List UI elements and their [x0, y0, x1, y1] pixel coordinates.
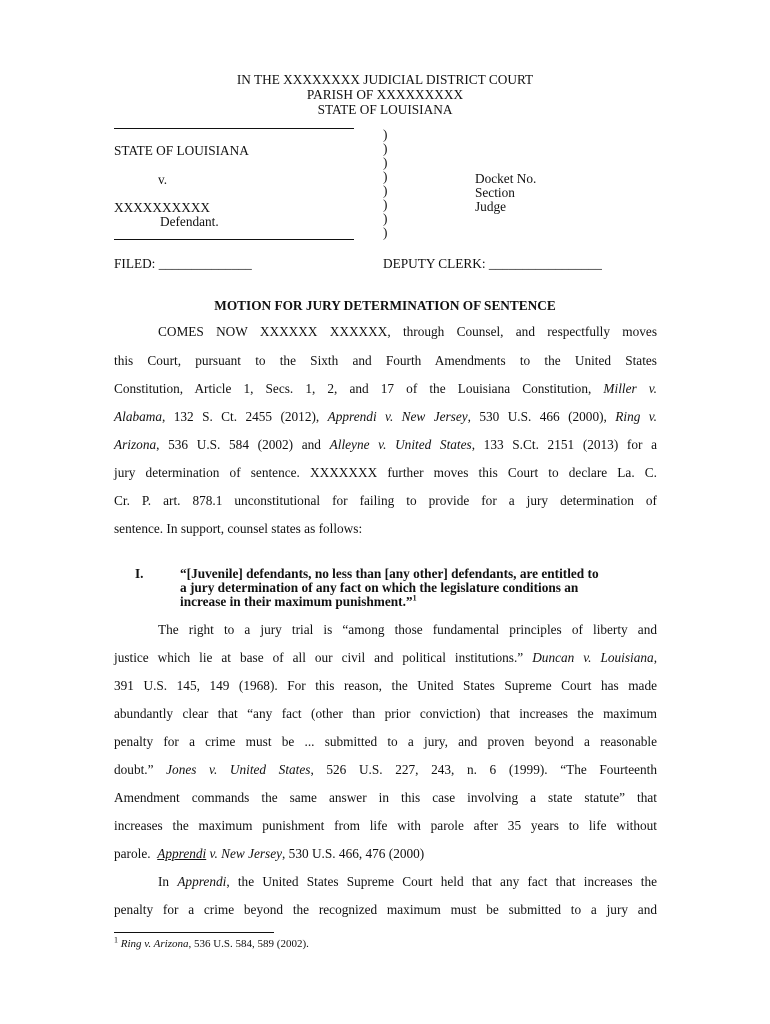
caption-rule-top [114, 128, 354, 129]
body-line: abundantly clear that “any fact (other than prior conviction) that increases the maximum [114, 706, 657, 721]
body-line [114, 650, 657, 666]
body-line [114, 762, 657, 778]
case-citation: Ring v. [615, 409, 658, 424]
section-number: I. [135, 566, 144, 581]
caption-paren: ) [383, 141, 388, 156]
case-citation: v. New Jersey [209, 846, 283, 861]
caption-defendant-label: Defendant. [160, 214, 219, 229]
section-heading-line [180, 594, 417, 610]
body-text: , 526 U.S. 227, 243, n. 6 (1999). “The Fourteenth [310, 762, 658, 777]
intro-line: Cr. P. art. 878.1 unconstitutional for failing to provide for a jury determination of [114, 493, 657, 508]
intro-line: jury determination of sentence. XXXXXXX further moves this Court to declare La. C. [114, 465, 657, 480]
section-heading-line: “[Juvenile] defendants, no less than [any other] defendants, are entitled to [180, 566, 599, 581]
case-citation: Apprendi [177, 874, 227, 889]
body-text: In [158, 874, 170, 889]
intro-text: , 530 U.S. 466 (2000), [467, 409, 607, 424]
docket-label: Docket No. [475, 171, 537, 186]
body-line: Amendment commands the same answer in this case involving a state statute” that [114, 790, 657, 805]
intro-text: , 536 U.S. 584 (2002) and [156, 437, 321, 452]
case-citation: Ring v. Arizona [120, 938, 189, 950]
footnote-marker: 1 [114, 935, 118, 945]
caption-paren: ) [383, 169, 388, 184]
body-line: increases the maximum punishment from life with parole after 35 years to life without [114, 818, 657, 833]
intro-line: COMES NOW XXXXXX XXXXXX, through Counsel, and respectfully moves [158, 324, 657, 339]
case-citation: Jones v. United States [166, 762, 311, 777]
caption-paren: ) [383, 211, 388, 226]
case-citation: Apprendi v. New Jersey [327, 409, 468, 424]
body-text: , the United States Supreme Court held that any fact that increases the [226, 874, 657, 889]
body-text: doubt.” [114, 762, 154, 777]
intro-text: , 133 S.Ct. 2151 (2013) for a [471, 437, 657, 452]
body-text: , [653, 650, 658, 665]
section-heading-line: a jury determination of any fact on which the legislature conditions an [180, 580, 579, 595]
intro-text: Constitution, Article 1, Secs. 1, 2, and 17 of the Louisiana Constitution, [114, 381, 592, 396]
court-name: IN THE XXXXXXXX JUDICIAL DISTRICT COURT [236, 72, 534, 87]
caption-rule-bottom [114, 239, 354, 240]
caption-paren: ) [383, 197, 388, 212]
section-heading-text: increase in their maximum punishment.” [180, 594, 413, 609]
body-line [158, 874, 657, 890]
body-line: The right to a jury trial is “among those fundamental principles of liberty and [158, 622, 657, 637]
caption-defendant-name: XXXXXXXXXX [114, 200, 211, 215]
body-line: penalty for a crime beyond the recognized maximum must be submitted to a jury and [114, 902, 657, 917]
section-label: Section [475, 185, 515, 200]
case-citation: Arizona [114, 437, 157, 452]
case-citation: Duncan v. Louisiana [532, 650, 654, 665]
body-text: , 530 U.S. 466, 476 (2000) [282, 846, 425, 861]
intro-line [114, 437, 657, 453]
intro-line: this Court, pursuant to the Sixth and Fourth Amendments to the United States [114, 353, 657, 368]
body-line: penalty for a crime must be ... submitted to a jury, and proven beyond a reasonable [114, 734, 657, 749]
court-state: STATE OF LOUISIANA [317, 102, 453, 117]
footnote-marker: 1 [412, 593, 417, 603]
case-citation: Miller v. [603, 381, 657, 396]
intro-line: sentence. In support, counsel states as follows: [114, 521, 363, 536]
court-parish: PARISH OF XXXXXXXXX [306, 87, 464, 102]
body-line [114, 846, 657, 862]
case-citation: Alabama [114, 409, 163, 424]
caption-paren: ) [383, 127, 388, 142]
body-line: 391 U.S. 145, 149 (1968). For this reason, the United States Supreme Court has made [114, 678, 657, 693]
deputy-clerk-line: DEPUTY CLERK: _________________ [383, 256, 602, 271]
caption-plaintiff: STATE OF LOUISIANA [114, 143, 249, 158]
footnote-text: , 536 U.S. 584, 589 (2002). [188, 938, 309, 950]
caption-paren: ) [383, 225, 388, 240]
judge-label: Judge [475, 199, 507, 214]
intro-line [114, 381, 657, 397]
caption-paren: ) [383, 155, 388, 170]
intro-text: , 132 S. Ct. 2455 (2012), [162, 409, 320, 424]
footnote [114, 935, 309, 950]
motion-title: MOTION FOR JURY DETERMINATION OF SENTENCE [214, 298, 556, 313]
case-citation: Alleyne v. United States [329, 437, 472, 452]
body-text: justice which lie at base of all our civil and political institutions.” [114, 650, 524, 665]
intro-line [114, 409, 657, 425]
body-text: parole. [114, 846, 151, 861]
caption-paren: ) [383, 183, 388, 198]
case-citation: Apprendi [157, 846, 207, 861]
footnote-separator [114, 932, 274, 933]
caption-versus: v. [158, 172, 168, 187]
filed-line: FILED: ______________ [114, 256, 252, 271]
